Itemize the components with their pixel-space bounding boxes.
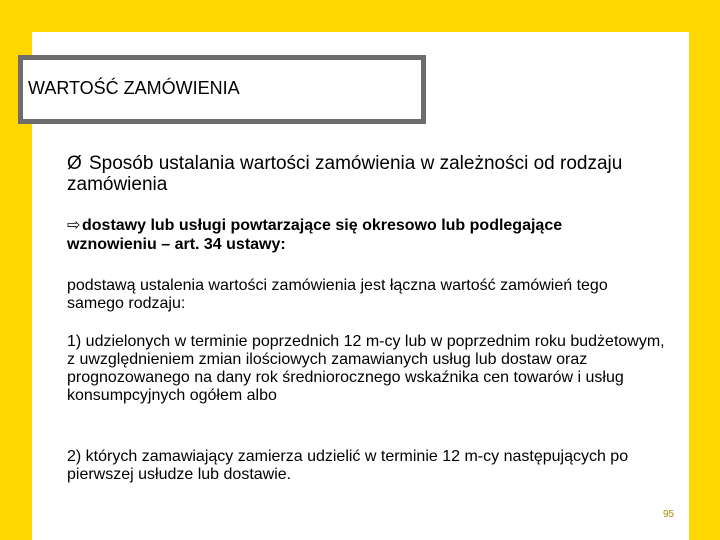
slide-title: WARTOŚĆ ZAMÓWIENIA: [28, 78, 240, 98]
paragraph-intro: podstawą ustalenia wartości zamówienia jest łączna wartość zamówień tego samego rodzaju:: [67, 277, 608, 312]
subheading: [67, 216, 647, 254]
right-arrow-icon: ⇨: [67, 217, 81, 234]
arrowhead-bullet-icon: Ø: [67, 153, 82, 174]
subheading-text: dostawy lub usługi powtarzające się okresowo lub podlegające wznowieniu – art. 34 ustawy:: [67, 217, 563, 253]
heading: [67, 153, 627, 195]
paragraph-point-2: 2) których zamawiający zamierza udzielić w terminie 12 m-cy następujących po pierwszej usłudze lub dostawie.: [67, 448, 629, 483]
paragraph-point-1: 1) udzielonych w terminie poprzednich 12 m-cy lub w poprzednim roku budżetowym, z uwzględnieniem zmian ilościowych zamawianych usług lub dostaw oraz prognozowanego na dany rok średniorocznego wskaźnika cen towarów i usług konsumpcyjnych ogółem albo: [67, 333, 665, 404]
page-number: 95: [663, 509, 675, 520]
heading-text: Sposób ustalania wartości zamówienia w zależności od rodzaju zamówienia: [67, 153, 623, 195]
